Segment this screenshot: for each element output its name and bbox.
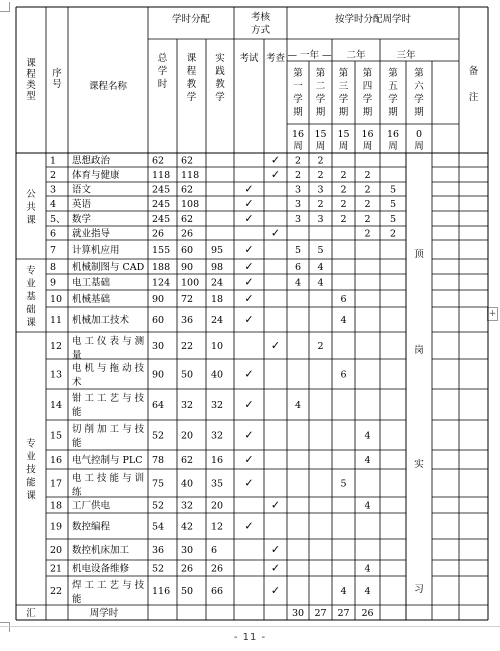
row-weekly-hours-sem4: 2 bbox=[364, 228, 371, 240]
row-practice-hours: 35 bbox=[211, 478, 224, 490]
row-practice-hours: 18 bbox=[211, 294, 224, 305]
header-semester-4: 学 bbox=[362, 94, 373, 105]
row-weekly-hours-sem3: 2 bbox=[340, 199, 347, 210]
row-course-name: 钳 工 工 艺 与 技 bbox=[72, 393, 145, 404]
row-assess-check: ✓ bbox=[270, 498, 281, 512]
internship-label: 岗 bbox=[414, 345, 424, 356]
header-note: 备 bbox=[468, 66, 479, 77]
row-theory-hours: 42 bbox=[181, 521, 194, 533]
row-weekly-hours-sem5: 5 bbox=[389, 214, 397, 225]
row-total-hours: 52 bbox=[152, 563, 165, 575]
row-exam-check: ✓ bbox=[244, 367, 254, 381]
header-practice: 学 bbox=[215, 92, 225, 103]
header-theory: 学 bbox=[186, 92, 197, 103]
row-total-hours: 245 bbox=[152, 199, 171, 210]
header-course-type: 型 bbox=[26, 91, 36, 102]
page-divider bbox=[0, 626, 500, 627]
row-seq: 22 bbox=[50, 586, 63, 597]
row-course-name: 体育与健康 bbox=[72, 170, 120, 181]
row-practice-hours: 95 bbox=[211, 245, 224, 256]
row-course-name: 英语 bbox=[72, 199, 92, 210]
row-exam-check: ✓ bbox=[244, 260, 254, 273]
total-weekly-hours-sem3: 27 bbox=[337, 608, 350, 619]
group-label: 能 bbox=[26, 477, 36, 489]
total-weekly-hours-sem2: 27 bbox=[314, 608, 327, 619]
header-total: 学 bbox=[157, 66, 168, 77]
header-semester-title: 按学时分配周学时 bbox=[334, 14, 412, 25]
row-weekly-hours-sem1: 3 bbox=[294, 184, 302, 196]
row-total-hours: 90 bbox=[152, 294, 165, 305]
row-exam-check: ✓ bbox=[244, 313, 254, 326]
row-exam-check: ✓ bbox=[244, 197, 254, 210]
header-semester-5: 期 bbox=[388, 107, 398, 118]
row-weekly-hours-sem2: 5 bbox=[317, 245, 324, 256]
row-seq: 6 bbox=[50, 228, 57, 240]
header-semester-6: 第 bbox=[414, 68, 424, 79]
row-course-name: 机械基础 bbox=[72, 294, 111, 305]
row-weekly-hours-sem4: 2 bbox=[364, 170, 371, 181]
row-theory-hours: 40 bbox=[181, 478, 194, 490]
header-semester-3: 第 bbox=[338, 68, 349, 79]
row-seq: 5、 bbox=[50, 214, 66, 225]
group-label: 共 bbox=[26, 202, 36, 213]
header-exam-method: 考核 bbox=[250, 12, 271, 23]
total-weekly-hours-sem4: 26 bbox=[361, 608, 374, 619]
row-seq: 21 bbox=[50, 563, 63, 575]
header-weeks-unit-3: 周 bbox=[338, 141, 349, 152]
row-exam-check: ✓ bbox=[244, 476, 254, 490]
row-course-name: 术 bbox=[72, 377, 82, 388]
row-course-name: 能 bbox=[72, 438, 82, 449]
row-theory-hours: 108 bbox=[181, 199, 200, 210]
header-semester-5: 学 bbox=[388, 94, 398, 105]
row-weekly-hours-sem2: 3 bbox=[317, 214, 324, 225]
row-theory-hours: 36 bbox=[181, 315, 194, 326]
row-theory-hours: 118 bbox=[181, 170, 200, 181]
row-total-hours: 90 bbox=[152, 369, 165, 381]
header-semester-6: 期 bbox=[414, 107, 424, 118]
header-seq: 号 bbox=[52, 79, 62, 90]
group-label: 课 bbox=[26, 317, 36, 329]
header-semester-3: 三 bbox=[338, 81, 349, 92]
table-move-handle[interactable]: + bbox=[488, 309, 497, 319]
header-semester-6: 学 bbox=[414, 94, 424, 105]
header-semester-4: 四 bbox=[362, 81, 373, 92]
row-practice-hours: 6 bbox=[211, 545, 218, 556]
row-weekly-hours-sem4: 4 bbox=[364, 500, 371, 512]
group-label: 基 bbox=[26, 291, 36, 303]
row-course-name: 量 bbox=[72, 350, 82, 361]
group-label: 课 bbox=[26, 215, 36, 226]
row-seq: 13 bbox=[50, 369, 63, 381]
header-semester-3: 学 bbox=[338, 94, 349, 105]
row-course-name: 焊 工 工 艺 与 技 bbox=[72, 580, 145, 591]
row-course-name: 电 工 仪 表 与 测 bbox=[72, 336, 145, 347]
row-course-name: 练 bbox=[72, 487, 82, 498]
row-practice-hours: 12 bbox=[211, 521, 224, 533]
group-label: 专 bbox=[26, 265, 36, 277]
row-assess-check: ✓ bbox=[270, 543, 281, 556]
row-weekly-hours-sem5: 5 bbox=[389, 184, 397, 196]
header-semester-2: 学 bbox=[315, 94, 326, 105]
header-semester-4: 期 bbox=[362, 107, 373, 118]
row-total-hours: 52 bbox=[152, 430, 165, 442]
internship-label: 习 bbox=[414, 584, 424, 595]
row-theory-hours: 26 bbox=[181, 563, 194, 575]
header-weeks-2: 15 bbox=[314, 129, 327, 140]
header-semester-4: 第 bbox=[362, 68, 373, 79]
row-practice-hours: 10 bbox=[211, 341, 224, 352]
header-semester-5: 第 bbox=[388, 68, 398, 79]
row-course-name: 电工基础 bbox=[72, 277, 111, 289]
row-course-name: 就业指导 bbox=[72, 228, 111, 240]
header-weeks-unit-5: 周 bbox=[388, 141, 398, 152]
header-check: 考查 bbox=[265, 53, 286, 64]
header-semester-5: 五 bbox=[388, 81, 398, 92]
row-weekly-hours-sem3: 4 bbox=[340, 586, 347, 597]
header-semester-6: 六 bbox=[414, 81, 424, 92]
row-seq: 2 bbox=[50, 170, 57, 181]
row-theory-hours: 30 bbox=[181, 545, 194, 556]
header-semester-1: 一 bbox=[293, 81, 303, 92]
row-exam-check: ✓ bbox=[244, 243, 254, 256]
row-total-hours: 188 bbox=[152, 262, 171, 273]
row-practice-hours: 32 bbox=[211, 400, 224, 411]
header-semester-1: 学 bbox=[293, 94, 303, 105]
row-weekly-hours-sem3: 5 bbox=[340, 478, 347, 490]
row-course-name: 数控机床加工 bbox=[72, 545, 130, 556]
row-weekly-hours-sem3: 6 bbox=[340, 369, 347, 381]
header-practice: 实 bbox=[215, 53, 225, 64]
row-course-name: 切 削 加 工 与 技 bbox=[72, 424, 145, 435]
row-practice-hours: 16 bbox=[211, 455, 224, 466]
header-hours: 学时分配 bbox=[171, 14, 211, 25]
row-assess-check: ✓ bbox=[270, 584, 281, 597]
row-theory-hours: 90 bbox=[181, 262, 194, 273]
row-assess-check: ✓ bbox=[270, 226, 281, 240]
row-weekly-hours-sem1: 3 bbox=[294, 214, 302, 225]
row-weekly-hours-sem1: 2 bbox=[294, 155, 302, 167]
row-exam-check: ✓ bbox=[244, 519, 254, 533]
row-weekly-hours-sem3: 2 bbox=[340, 214, 347, 225]
header-seq: 序 bbox=[52, 68, 62, 79]
row-theory-hours: 32 bbox=[181, 400, 194, 411]
row-practice-hours: 26 bbox=[211, 563, 224, 575]
row-course-name: 机械加工技术 bbox=[72, 315, 130, 326]
row-theory-hours: 32 bbox=[181, 500, 194, 512]
row-weekly-hours-sem2: 2 bbox=[317, 170, 324, 181]
header-weeks-unit-2: 周 bbox=[315, 141, 326, 152]
row-total-hours: 36 bbox=[152, 545, 165, 556]
header-weeks-3: 15 bbox=[337, 129, 350, 140]
row-exam-check: ✓ bbox=[244, 275, 254, 289]
row-seq: 17 bbox=[50, 478, 63, 490]
row-seq: 11 bbox=[50, 315, 63, 326]
row-weekly-hours-sem4: 4 bbox=[364, 430, 371, 442]
header-weeks-5: 16 bbox=[386, 129, 400, 140]
row-practice-hours: 98 bbox=[211, 262, 224, 273]
row-course-name: 电 工 技 能 与 训 bbox=[72, 473, 145, 484]
row-seq: 7 bbox=[50, 245, 57, 256]
row-theory-hours: 60 bbox=[181, 245, 194, 256]
header-course-type: 程 bbox=[26, 69, 36, 80]
row-course-name: 语文 bbox=[72, 184, 92, 196]
row-weekly-hours-sem1: 2 bbox=[294, 170, 302, 181]
group-label: 公 bbox=[26, 189, 36, 200]
row-theory-hours: 22 bbox=[181, 341, 194, 352]
header-practice: 教 bbox=[215, 79, 225, 90]
group-label: 技 bbox=[26, 464, 36, 476]
row-weekly-hours-sem4: 4 bbox=[364, 586, 371, 597]
row-weekly-hours-sem3: 4 bbox=[340, 315, 347, 326]
header-note: 注 bbox=[468, 92, 479, 103]
row-course-name: 数学 bbox=[72, 214, 92, 225]
row-total-hours: 245 bbox=[152, 184, 171, 196]
row-practice-hours: 66 bbox=[211, 586, 224, 597]
row-weekly-hours-sem4: 4 bbox=[364, 455, 371, 466]
row-weekly-hours-sem2: 4 bbox=[317, 277, 324, 289]
row-theory-hours: 20 bbox=[181, 430, 194, 442]
row-theory-hours: 50 bbox=[181, 369, 194, 381]
row-weekly-hours-sem5: 5 bbox=[389, 199, 397, 210]
header-weeks-6: 0 bbox=[415, 129, 423, 140]
header-weeks-unit-6: 周 bbox=[414, 141, 424, 152]
row-theory-hours: 62 bbox=[181, 184, 194, 196]
row-course-name: 电气控制与 PLC bbox=[72, 455, 143, 466]
total-row-name: 周学时 bbox=[89, 608, 119, 619]
row-exam-check: ✓ bbox=[244, 428, 254, 442]
header-weeks-1: 16 bbox=[291, 129, 305, 140]
header-total: 时 bbox=[157, 79, 168, 90]
header-weeks-unit-4: 周 bbox=[362, 141, 373, 152]
header-semester-3: 期 bbox=[338, 107, 349, 118]
row-course-name: 机械制图与 CAD bbox=[72, 262, 145, 273]
row-practice-hours: 40 bbox=[211, 369, 224, 381]
row-weekly-hours-sem2: 4 bbox=[317, 262, 324, 273]
row-seq: 8 bbox=[50, 262, 57, 273]
internship-label: 实 bbox=[414, 459, 424, 470]
row-seq: 4 bbox=[50, 199, 57, 210]
header-year3: 三年 bbox=[396, 50, 416, 61]
header-weeks-4: 16 bbox=[361, 129, 374, 140]
row-seq: 12 bbox=[50, 341, 63, 352]
row-seq: 10 bbox=[50, 294, 63, 305]
row-exam-check: ✓ bbox=[244, 212, 254, 225]
row-theory-hours: 62 bbox=[181, 214, 194, 225]
row-seq: 18 bbox=[50, 500, 63, 512]
row-seq: 3 bbox=[50, 184, 57, 196]
row-total-hours: 60 bbox=[152, 315, 165, 326]
header-total: 总 bbox=[157, 53, 168, 64]
row-total-hours: 118 bbox=[152, 170, 171, 181]
row-course-name: 电 机 与 拖 动 技 bbox=[72, 363, 145, 374]
header-theory: 程 bbox=[186, 66, 197, 77]
group-label: 业 bbox=[26, 278, 36, 290]
row-weekly-hours-sem1: 3 bbox=[294, 199, 302, 210]
row-total-hours: 155 bbox=[152, 245, 171, 256]
row-total-hours: 54 bbox=[152, 521, 165, 533]
row-total-hours: 52 bbox=[152, 500, 165, 512]
row-seq: 20 bbox=[50, 545, 63, 556]
group-label: 础 bbox=[26, 304, 36, 316]
row-total-hours: 64 bbox=[152, 400, 165, 411]
row-weekly-hours-sem1: 5 bbox=[294, 245, 302, 256]
group-label: 专 bbox=[26, 438, 36, 450]
row-exam-check: ✓ bbox=[244, 182, 254, 196]
row-total-hours: 62 bbox=[152, 155, 165, 167]
header-theory: 教 bbox=[186, 79, 197, 90]
row-total-hours: 26 bbox=[152, 228, 165, 240]
total-weekly-hours-sem1: 30 bbox=[291, 608, 305, 619]
row-theory-hours: 100 bbox=[181, 277, 200, 289]
row-total-hours: 124 bbox=[152, 277, 171, 289]
header-year1: — 一年 — bbox=[287, 50, 332, 61]
row-course-name: 思想政治 bbox=[72, 155, 111, 167]
row-practice-hours: 24 bbox=[211, 315, 224, 326]
group-label: 课 bbox=[26, 490, 36, 502]
row-theory-hours: 72 bbox=[181, 294, 194, 305]
page-number: - 11 - bbox=[233, 632, 267, 643]
header-semester-1: 期 bbox=[293, 107, 303, 118]
header-semester-2: 第 bbox=[315, 68, 326, 79]
header-course-type: 类 bbox=[26, 80, 36, 91]
row-course-name: 数控编程 bbox=[72, 521, 111, 533]
row-practice-hours: 32 bbox=[211, 430, 224, 442]
row-weekly-hours-sem2: 2 bbox=[317, 155, 324, 167]
row-weekly-hours-sem4: 2 bbox=[364, 184, 371, 196]
row-course-name: 能 bbox=[72, 407, 82, 418]
header-semester-2: 期 bbox=[315, 107, 326, 118]
row-theory-hours: 26 bbox=[181, 228, 194, 240]
row-weekly-hours-sem2: 2 bbox=[317, 341, 324, 352]
row-exam-check: ✓ bbox=[244, 453, 254, 466]
row-weekly-hours-sem3: 6 bbox=[340, 294, 347, 305]
row-total-hours: 78 bbox=[152, 455, 165, 466]
row-weekly-hours-sem1: 4 bbox=[294, 400, 302, 411]
row-assess-check: ✓ bbox=[270, 153, 281, 167]
row-weekly-hours-sem3: 2 bbox=[340, 170, 347, 181]
row-total-hours: 75 bbox=[152, 478, 165, 490]
header-course-type: 课 bbox=[26, 58, 36, 69]
row-weekly-hours-sem4: 2 bbox=[364, 214, 371, 225]
row-weekly-hours-sem5: 2 bbox=[389, 228, 397, 240]
row-practice-hours: 20 bbox=[211, 500, 224, 512]
row-theory-hours: 62 bbox=[181, 455, 194, 466]
row-seq: 16 bbox=[50, 455, 63, 466]
row-practice-hours: 24 bbox=[211, 277, 224, 289]
header-semester-2: 二 bbox=[315, 81, 326, 92]
row-course-name: 计算机应用 bbox=[72, 245, 120, 256]
row-seq: 14 bbox=[50, 400, 63, 411]
header-exam-method: 方式 bbox=[250, 25, 271, 36]
row-seq: 15 bbox=[50, 430, 63, 442]
group-label: 业 bbox=[26, 451, 36, 463]
row-theory-hours: 62 bbox=[181, 155, 194, 167]
row-weekly-hours-sem1: 6 bbox=[294, 262, 302, 273]
header-semester-1: 第 bbox=[293, 68, 303, 79]
header-practice: 践 bbox=[215, 66, 225, 77]
total-row-label: 汇 bbox=[26, 608, 36, 619]
row-weekly-hours-sem2: 2 bbox=[317, 199, 324, 210]
row-weekly-hours-sem4: 4 bbox=[364, 563, 371, 575]
row-seq: 19 bbox=[50, 521, 63, 533]
row-exam-check: ✓ bbox=[244, 398, 254, 411]
row-course-name: 工厂供电 bbox=[72, 500, 111, 512]
header-course-name: 课程名称 bbox=[88, 81, 128, 92]
row-total-hours: 116 bbox=[152, 586, 171, 597]
header-weeks-unit-1: 周 bbox=[293, 141, 303, 152]
row-seq: 9 bbox=[50, 277, 57, 289]
row-total-hours: 30 bbox=[152, 341, 165, 352]
row-weekly-hours-sem4: 2 bbox=[364, 199, 371, 210]
row-assess-check: ✓ bbox=[270, 561, 281, 575]
row-total-hours: 245 bbox=[152, 214, 171, 225]
row-assess-check: ✓ bbox=[270, 168, 281, 181]
header-theory: 课 bbox=[186, 53, 197, 64]
internship-label: 顶 bbox=[414, 249, 424, 260]
header-year2: 二年 bbox=[346, 50, 366, 61]
row-assess-check: ✓ bbox=[270, 339, 281, 352]
row-weekly-hours-sem3: 2 bbox=[340, 184, 347, 196]
row-theory-hours: 50 bbox=[181, 586, 194, 597]
header-exam: 考试 bbox=[239, 53, 259, 64]
row-exam-check: ✓ bbox=[244, 292, 254, 305]
row-weekly-hours-sem2: 3 bbox=[317, 184, 324, 196]
row-seq: 1 bbox=[50, 155, 57, 167]
row-weekly-hours-sem1: 4 bbox=[294, 277, 302, 289]
row-course-name: 能 bbox=[72, 594, 82, 605]
row-course-name: 机电设备维修 bbox=[72, 563, 130, 575]
